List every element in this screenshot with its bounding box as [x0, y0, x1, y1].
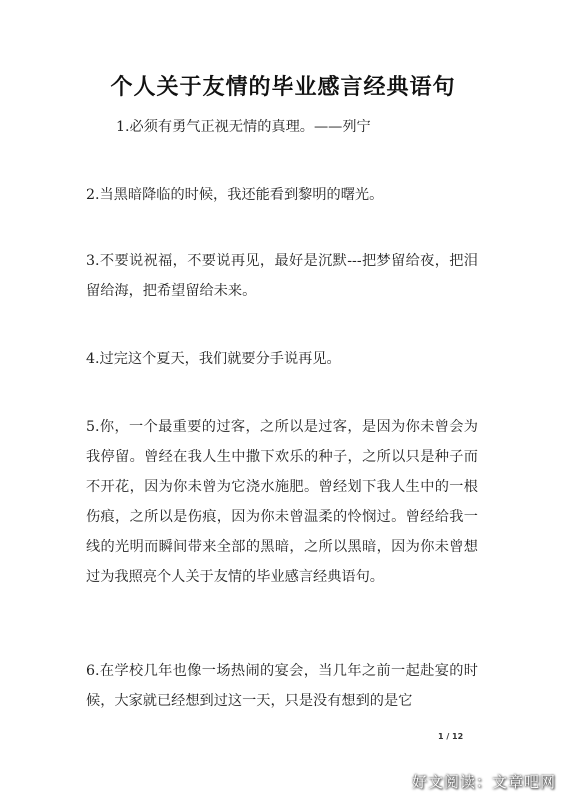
paragraph-6: 6.在学校几年也像一场热闹的宴会，当几年之前一起赴宴的时候，大家就已经想到过这一天，只是没有想到的是它 — [86, 663, 478, 709]
paragraph-5: 5.你，一个最重要的过客，之所以是过客，是因为你未曾会为我停留。曾经在我人生中撒下欢乐的种子，之所以只是种子而不开花，因为你未曾为它浇水施肥。曾经划下我人生中的一根伤痕，之所以是伤痕，因为你未曾温柔的怜悯过。曾经给我一线的光明而瞬间带来全部的黑暗，之所以黑暗，因为你未曾想过为我照亮个人关于友情的毕业感言经典语句。 — [86, 419, 478, 585]
page-title: 个人关于友情的毕业感言经典语句 — [110, 75, 456, 100]
paragraph-3: 3.不要说祝福，不要说再见，最好是沉默---把梦留给夜，把泪留给海，把希望留给未来。 — [86, 253, 478, 299]
watermark: 好文阅读：文章吧网 — [411, 773, 556, 791]
paragraph-1: 1.必须有勇气正视无情的真理。——列宁 — [116, 119, 371, 135]
page-number: 1 / 12 — [438, 732, 464, 741]
paragraph-2: 2.当黑暗降临的时候，我还能看到黎明的曙光。 — [86, 187, 384, 203]
paragraph-4: 4.过完这个夏天，我们就要分手说再见。 — [86, 351, 341, 367]
